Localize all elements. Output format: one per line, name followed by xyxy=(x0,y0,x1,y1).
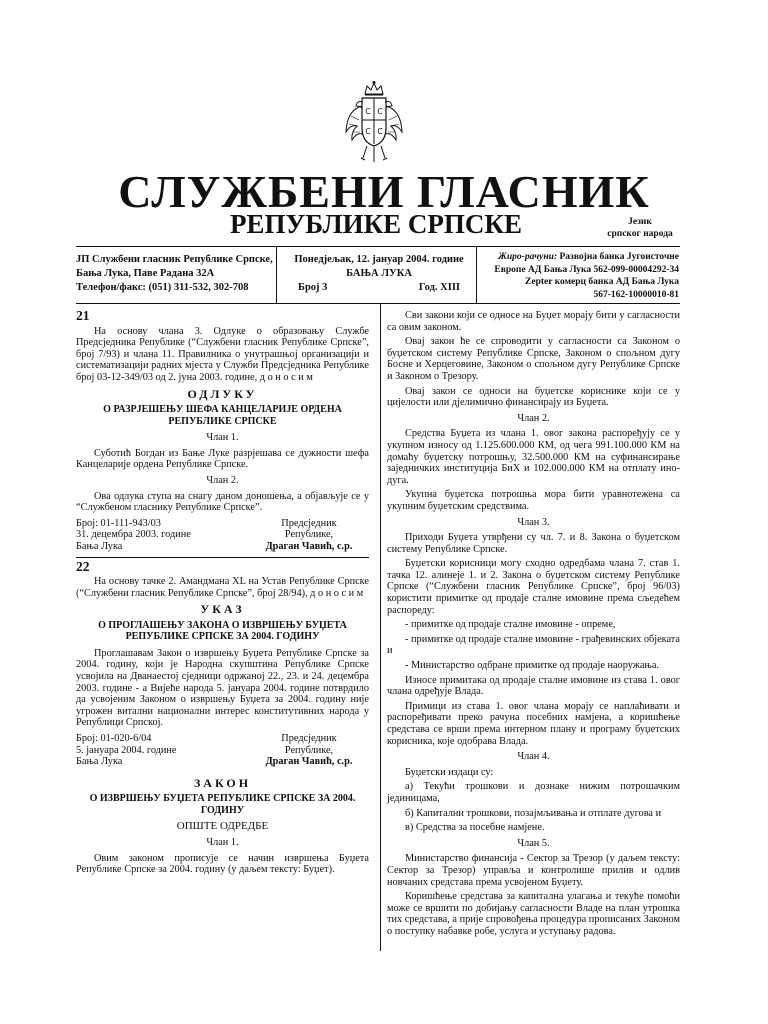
article-heading: Члан 2. xyxy=(517,412,550,424)
issue-date: Понедјељак, 12. јануар 2004. године xyxy=(294,254,464,265)
ref-date: 5. јануара 2004. године xyxy=(76,744,177,756)
paragraph: Овај закон ће се спроводити у сагласности са Законом о буџетском систему Републике Српске, Законом о спољном дугу Босне и Херцеговине, Законом о спољном дугу Републике Српске и Законом о Трезору. xyxy=(387,336,680,382)
decree-heading: УКАЗ xyxy=(200,602,245,617)
decision-subject: О РАЗРЈЕШЕЊУ ШЕФА КАНЦЕЛАРИЈЕ ОРДЕНА РЕПУБЛИКЕ СРПСКЕ xyxy=(103,404,342,427)
gazette-subtitle: РЕПУБЛИКЕ СРПСКЕ xyxy=(229,209,523,239)
article-text: Министарство финансија - Сектор за Трезор (у даљем тексту: Сектор за Трезор) управља и контролише прилив и одлив новчаних средстава према усвојеном Буџету. xyxy=(387,853,680,888)
signature-block xyxy=(76,518,369,553)
list-item: - примитке од продаје сталне имовине - опреме, xyxy=(405,619,616,631)
signature-block xyxy=(76,733,369,768)
article-text: Буџетски издаци су: xyxy=(405,766,494,778)
article-heading: Члан 4. xyxy=(517,751,550,763)
language-line1: Језик xyxy=(628,217,652,227)
svg-text:С: С xyxy=(377,127,383,136)
article-text: Приходи Буџета утврђени су чл. 7. и 8. Закона о буџетском систему Републике Српске. xyxy=(387,532,680,555)
ref-number: Број: 01-020-6/04 xyxy=(76,733,152,745)
account-bank-2: Zepter комерц банка АД Бања Лука xyxy=(525,277,679,287)
svg-text:С: С xyxy=(365,127,371,136)
article-text: Коришћење средстава за капитална улагања и текуће помоћи може се вршити по добијању сагласности Владе на план утрошка тих средстава, а прије спровођења процедура прописаних Законом о поступку набавке робе, услуга и уступању радова. xyxy=(387,891,680,937)
issue-info xyxy=(284,253,474,295)
svg-text:С: С xyxy=(377,107,383,116)
act-number-22: 22 xyxy=(76,558,90,574)
article-text: Ова одлука ступа на снагу даном доношења, а објављује се у “Службеном гласнику Републике Српске”. xyxy=(76,490,369,514)
law-subject: О ИЗВРШЕЊУ БУЏЕТА РЕПУБЛИКЕ СРПСКЕ ЗА 2004. ГОДИНУ xyxy=(89,793,356,816)
publisher-info xyxy=(76,253,276,295)
list-item: - примитке од продаје сталне имовине - грађевинских објеката и xyxy=(387,633,680,657)
issue-number: Број 3 xyxy=(298,282,328,293)
left-column xyxy=(76,310,369,879)
preamble-21: На основу члана 3. Одлуке о образовању Службе Предсједника Републике (“Службени гласник Републике Српске”, број 7/93) и члана 11. Правилника о унутрашњој организацији и систематизацији радних мјеста у Служби Предсједника Републике број 03-12-349/03 од 2. јуна 2003. године, д о н о с и м xyxy=(76,325,369,383)
article-text: Суботић Богдан из Бање Луке разрјешава се дужности шефа Канцеларије ордена Републике Српске. xyxy=(76,447,369,471)
article-text: Овим законом прописује се начин извршења Буџета Републике Српске за 2004. годину (у даљем тексту: Буџет). xyxy=(76,852,369,876)
column-divider xyxy=(380,303,381,951)
ref-place: Бања Лука xyxy=(76,756,123,768)
act-number-21: 21 xyxy=(76,308,90,323)
issue-year: Год. XIII xyxy=(418,282,460,293)
paragraph: Сви закони који се односе на Буџет морају бити у сагласности са овим законом. xyxy=(387,310,680,333)
right-column xyxy=(387,310,680,941)
article-heading: Члан 5. xyxy=(517,837,550,849)
decision-heading: ОДЛУКУ xyxy=(187,386,258,401)
account-number-1: Европе АД Бања Лука 562-099-00004292-34 xyxy=(494,264,679,275)
decree-text: Проглашавам Закон о извршењу Буџета Републике Српске за 2004. годину, који је Народна скупштина Републике Српске усвојила на Дванаестој сједници одржаној 22., 23. и 24. децембра 2003. године - а Вијеће народа 5. јануара 2004. године потврдило да усвојеним Законом о извршењу Буџета за 2004. годину није угрожен витални национални интерес конститутивних народа у Републици Српској. xyxy=(76,647,369,729)
section-heading: ОПШТЕ ОДРЕДБЕ xyxy=(176,820,269,833)
svg-text:С: С xyxy=(365,107,371,116)
account-bank-1: Развојна банка Југоисточне xyxy=(559,252,679,262)
list-item: а) Текући трошкови и дознаке нижим потрошачким јединицама, xyxy=(387,781,680,804)
coat-of-arms-icon xyxy=(343,80,405,166)
language-line2: српског народа xyxy=(607,229,673,239)
article-text: Укупна буџетска потрошња мора бити уравнотежена са укупним буџетским средствима. xyxy=(387,489,680,512)
decree-subject: О ПРОГЛАШЕЊУ ЗАКОНА О ИЗВРШЕЊУ БУЏЕТА РЕПУБЛИКЕ СРПСКЕ ЗА 2004. ГОДИНУ xyxy=(98,619,347,643)
signer-title-2: Републике, xyxy=(284,744,334,756)
list-item: - Министарство одбране примитке од продаје наоружања. xyxy=(405,660,659,672)
article-heading: Члан 1. xyxy=(206,837,239,848)
header-bottom-rule xyxy=(76,303,680,304)
header-divider-right xyxy=(476,246,477,303)
bank-accounts xyxy=(484,251,679,301)
ref-number: Број: 01-111-943/03 xyxy=(76,517,161,529)
article-heading: Члан 1. xyxy=(206,432,239,444)
accounts-label: Жиро-рачуни: xyxy=(498,252,558,262)
act-separator xyxy=(76,557,369,558)
article-text: Примици из става 1. овог члана морају се наплаћивати и распоређивати преко рачуна посебних намјена, а коришћење средстава се врши према интерном плану и програму буџетских корисника, које одобрава Влада. xyxy=(387,700,680,747)
account-number-2: 567-162-10000010-81 xyxy=(593,289,679,300)
article-text: Буџетски корисници могу сходно одредбама члана 7. став 1. тачка 12. алинеје 1. и 2. Закона о буџетском систему Републике Српске (“Службени гласник Републике Српске”, број 96/03) користити примитке од продаје сталне имовине према сљедећем распореду: xyxy=(387,558,680,616)
gazette-title: СЛУЖБЕНИ ГЛАСНИК xyxy=(118,166,650,217)
article-heading: Члан 2. xyxy=(206,474,239,486)
list-item: б) Капитални трошкови, позајмљивања и отплате дугова и xyxy=(405,807,662,819)
preamble-22: На основу тачке 2. Амандмана XL на Устав Републике Српске (“Службени гласник Републике Српске”, број 28/94), д о н о с и м xyxy=(76,576,369,599)
signer-title-2: Републике, xyxy=(284,529,334,541)
article-text: Износе примитака од продаје сталне имовине из става 1. овог члана одређује Влада. xyxy=(387,674,680,698)
signer-title: Предсједник xyxy=(281,733,337,745)
header-divider-left xyxy=(276,246,277,303)
list-item: в) Средства за посебне намјене. xyxy=(405,822,545,834)
language-note xyxy=(590,216,690,240)
signer-title: Предсједник xyxy=(281,517,337,529)
law-heading: ЗАКОН xyxy=(193,775,252,790)
signer-name: Драган Чавић, с.р. xyxy=(265,756,353,768)
ref-date: 31. децембра 2003. године xyxy=(76,529,191,541)
publisher-line: ЈП Службени гласник Републике Српске, xyxy=(76,254,273,265)
article-text: Средства Буџета из члана 1. овог закона распоређују се у укупном износу од 1.125.600.000 КМ, од чега 991.100.000 КМ на домаћу буџетску потрошњу, 32.500.000 КМ на суфинансирање заједничких институција БиХ и 102.000.000 КМ на отплату ино-дуга. xyxy=(387,428,680,486)
signer-name: Драган Чавић, с.р. xyxy=(265,540,353,552)
issue-city: БАЊА ЛУКА xyxy=(346,268,412,279)
article-heading: Члан 3. xyxy=(517,516,550,528)
paragraph: Овај закон се односи на буџетске кориснике који се у цијелости или дјелимично финансирају из Буџета. xyxy=(387,385,680,409)
ref-place: Бања Лука xyxy=(76,540,123,552)
header-top-rule xyxy=(76,246,680,247)
publisher-address: Бања Лука, Паве Радана 32А xyxy=(76,268,215,279)
publisher-phone: Телефон/факс: (051) 311-532, 302-708 xyxy=(76,282,249,293)
